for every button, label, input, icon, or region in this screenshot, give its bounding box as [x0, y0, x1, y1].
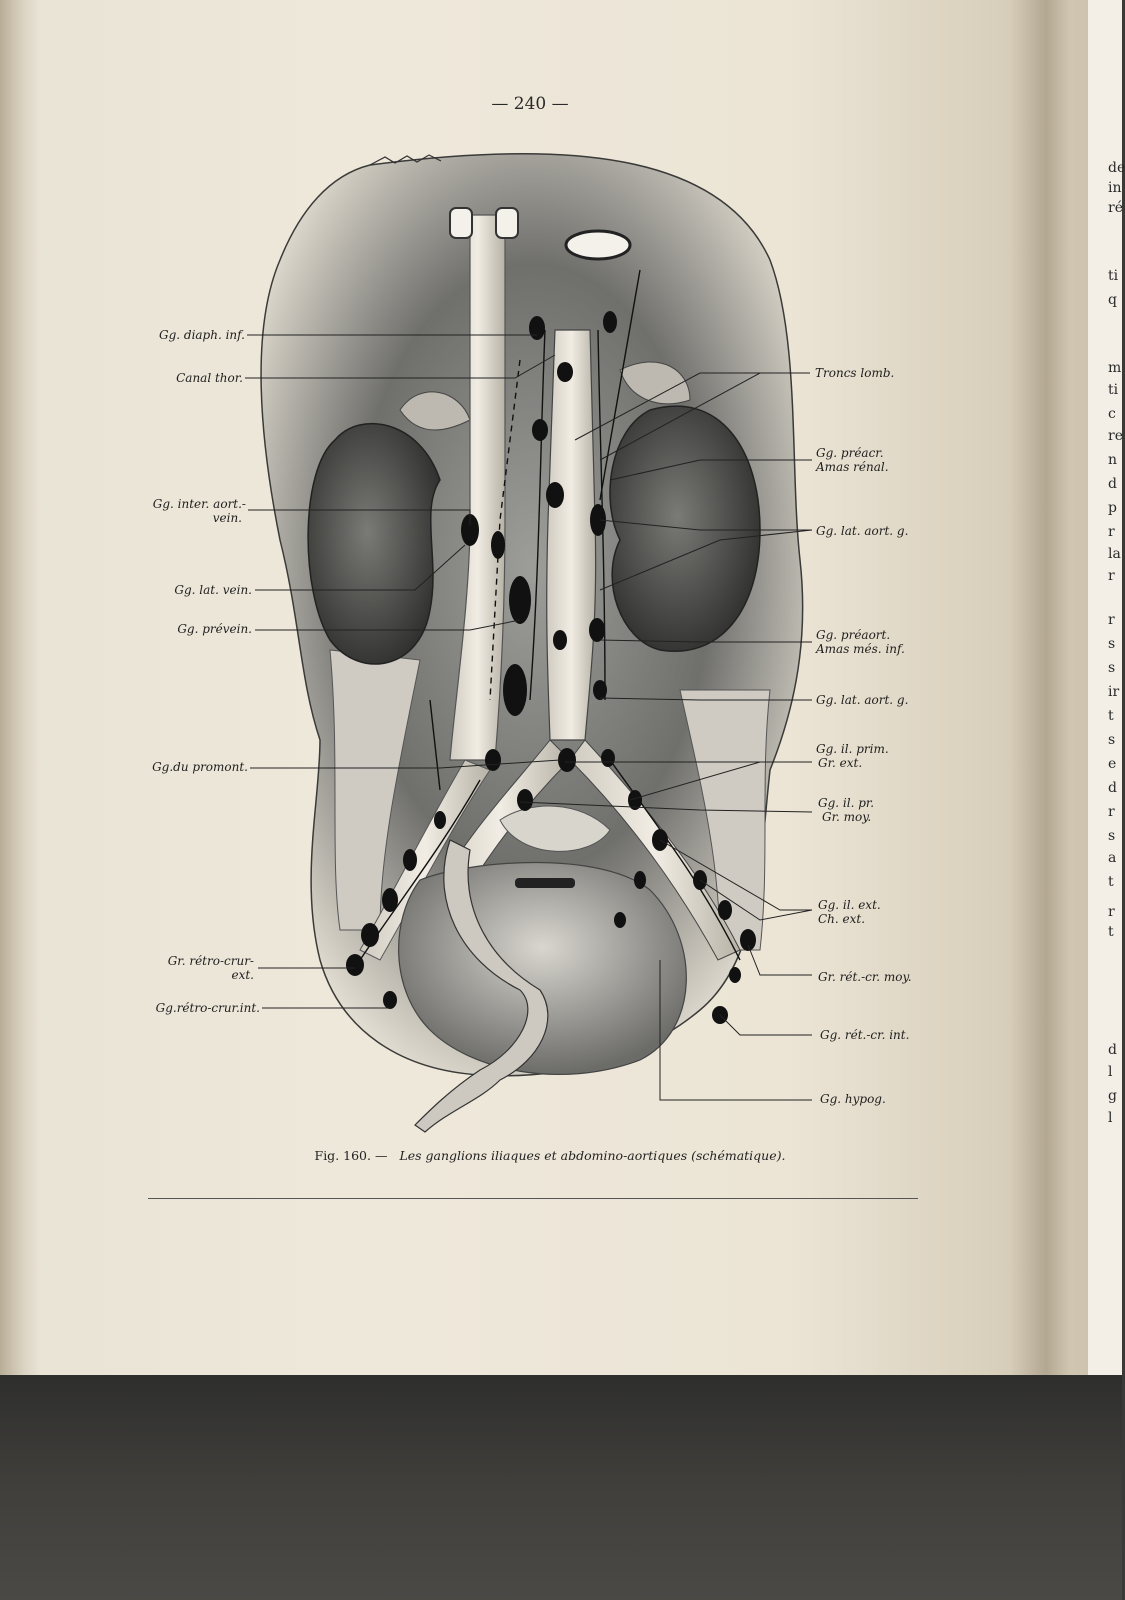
facing-page-letter: l [1108, 1110, 1113, 1126]
label-gg-inter-aort-vein: vein. [212, 511, 242, 525]
facing-page-letter: a [1108, 850, 1117, 866]
figure-number: Fig. 160. — [314, 1148, 388, 1163]
page-number: — 240 — [491, 94, 569, 114]
label-gr-moy: Gr. moy. [822, 810, 872, 824]
label-gg-retro-crur-int: Gg.rétro-crur.int. [155, 1001, 260, 1015]
label-gg-lat-vein: Gg. lat. vein. [174, 583, 252, 597]
facing-page-letter: p [1108, 500, 1117, 516]
label-gg-preaort: Gg. préaort. [816, 628, 891, 642]
facing-page-letter: t [1108, 874, 1114, 890]
label-gr-ext: Gr. ext. [818, 756, 863, 770]
facing-page-letter: q [1108, 292, 1117, 308]
label-gg-diaph-inf: Gg. diaph. inf. [158, 328, 245, 342]
facing-page-letter: m [1108, 360, 1122, 376]
facing-page-letter: ti [1108, 382, 1119, 398]
facing-page-letter: r [1108, 904, 1115, 920]
facing-page-letter: ir [1108, 684, 1120, 700]
facing-page-letter: la [1108, 546, 1121, 562]
facing-page-letter: l [1108, 1064, 1113, 1080]
facing-page-letter: re [1108, 428, 1123, 444]
facing-page-letter: r [1108, 612, 1115, 628]
facing-page-letter: s [1108, 660, 1116, 676]
facing-page-letter: t [1108, 924, 1114, 940]
facing-page-letter: d [1108, 1042, 1117, 1058]
facing-page-letter: in [1108, 180, 1122, 196]
label-ch-ext: Ch. ext. [818, 912, 866, 926]
facing-page-letter: s [1108, 828, 1116, 844]
facing-page-letter: ti [1108, 268, 1119, 284]
facing-page-letter: r [1108, 524, 1115, 540]
label-gg-du-promont: Gg.du promont. [152, 760, 248, 774]
background-surface [0, 1375, 1122, 1600]
label-amas-renal: Amas rénal. [816, 460, 889, 474]
facing-page-letter: t [1108, 708, 1114, 724]
facing-page-letter: n [1108, 452, 1118, 468]
label-gg-preacr: Gg. préacr. [816, 446, 884, 460]
label-gg-il-pr: Gg. il. pr. [818, 796, 875, 810]
facing-page-letter: de [1108, 160, 1125, 176]
facing-page-letter: d [1108, 780, 1117, 796]
label-gg-inter-aort: Gg. inter. aort.- [152, 497, 246, 511]
facing-page-letter: e [1108, 756, 1117, 772]
figure-caption-text: Les ganglions iliaques et abdomino-aortiques (schématique). [399, 1148, 786, 1163]
figure-caption [150, 1148, 950, 1163]
label-troncs-lomb: Troncs lomb. [815, 366, 895, 380]
facing-page-letter: r [1108, 568, 1115, 584]
label-gg-lat-aort-g-upper: Gg. lat. aort. g. [816, 524, 909, 538]
facing-page-letter: g [1108, 1088, 1117, 1104]
facing-page-letter: c [1108, 406, 1116, 422]
label-gr-ret-cr-moy: Gr. rét.-cr. moy. [818, 970, 912, 984]
footer-rule [148, 1198, 918, 1199]
facing-page-letter: r [1108, 804, 1115, 820]
label-gr-retro-crur-ext: ext. [231, 968, 254, 982]
label-canal-thor: Canal thor. [176, 371, 243, 385]
facing-page-letter: s [1108, 636, 1116, 652]
label-gg-il-ext: Gg. il. ext. [818, 898, 881, 912]
facing-page-letter: s [1108, 732, 1116, 748]
label-gg-ret-cr-int: Gg. rét.-cr. int. [820, 1028, 910, 1042]
label-gg-lat-aort-g-lower: Gg. lat. aort. g. [816, 693, 909, 707]
facing-page-letter: ré [1108, 200, 1123, 216]
label-gg-prevein: Gg. prévein. [177, 622, 252, 636]
facing-page-letter: d [1108, 476, 1117, 492]
label-gr-retro-crur: Gr. rétro-crur- [167, 954, 254, 968]
label-gg-hypog: Gg. hypog. [820, 1092, 886, 1106]
label-gg-il-prim: Gg. il. prim. [816, 742, 889, 756]
label-amas-mes-inf: Amas més. inf. [816, 642, 905, 656]
